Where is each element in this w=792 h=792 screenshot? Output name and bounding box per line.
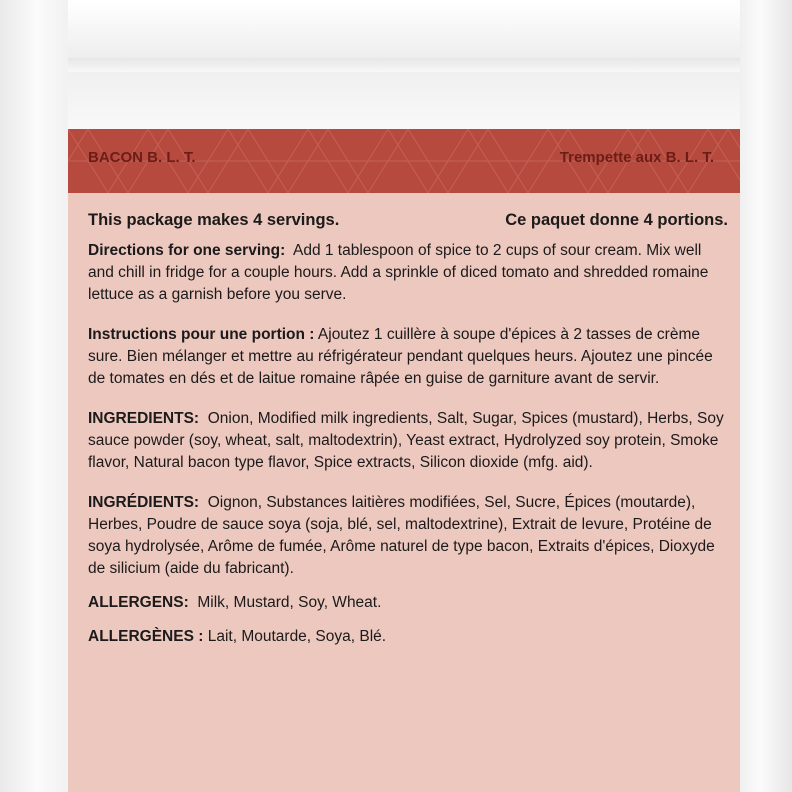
- pouch-left-edge: [0, 0, 68, 792]
- ingredients-en-text: Onion, Modified milk ingredients, Salt, Sugar, Spices (mustard), Herbs, Soy sauce powder (soy, wheat, salt, maltodextrin), Yeast extract, Hydrolyzed soy protein, Smoke flavor, Natural bacon type flavor, Spice extracts, Silicon dioxide (mfg. aid).: [88, 410, 724, 471]
- servings-en: This package makes 4 servings.: [88, 211, 340, 229]
- allergens-fr-label: ALLERGÈNES :: [88, 628, 204, 645]
- directions-en-text: Add 1 tablespoon of spice to 2 cups of sour cream. Mix well and chill in fridge for a couple hours. Add a sprinkle of diced tomato and shredded romaine lettuce as a garnish before you serve.: [88, 242, 709, 303]
- servings-row: [88, 209, 728, 231]
- ingredients-fr-text: Oignon, Substances laitières modifiées, Sel, Sucre, Épices (moutarde), Herbes, Poudre de sauce soya (soja, blé, sel, maltodextrine), Extrait de levure, Protéine de soya hydrolysée, Arôme de fumée, Arôme naturel de type bacon, Extraits d'épices, Dioxyde de silicium (aide du fabricant).: [88, 494, 715, 577]
- servings-fr: Ce paquet donne 4 portions.: [505, 211, 728, 229]
- directions-en: [88, 240, 728, 306]
- ingredients-fr: [88, 492, 728, 580]
- pouch-right-edge: [740, 0, 792, 792]
- allergens-fr: [88, 626, 728, 648]
- allergens-en-text: Milk, Mustard, Soy, Wheat.: [197, 594, 382, 611]
- allergens-en-label: ALLERGENS:: [88, 594, 189, 611]
- allergens-fr-text: Lait, Moutarde, Soya, Blé.: [207, 628, 387, 645]
- ingredients-fr-label: INGRÉDIENTS:: [88, 494, 200, 511]
- label-content: [88, 209, 728, 666]
- ingredients-en: [88, 408, 728, 474]
- label-header: [68, 129, 740, 193]
- product-name-en: BACON B. L. T.: [88, 149, 196, 166]
- pouch-seal: [20, 58, 772, 72]
- product-label: [68, 129, 740, 792]
- directions-fr-text: Ajoutez 1 cuillère à soupe d'épices à 2 tasses de crème sure. Bien mélanger et mettre au réfrigérateur pendant quelques heurs. Ajoutez une pincée de tomates en dés et de laitue romaine râpée en guise de garniture avant de servir.: [88, 326, 713, 387]
- directions-fr-label: Instructions pour une portion :: [88, 326, 315, 343]
- directions-fr: [88, 324, 728, 390]
- directions-en-label: Directions for one serving:: [88, 242, 286, 259]
- ingredients-en-label: INGREDIENTS:: [88, 410, 200, 427]
- allergens-en: [88, 592, 728, 614]
- product-name-fr: Trempette aux B. L. T.: [559, 149, 714, 166]
